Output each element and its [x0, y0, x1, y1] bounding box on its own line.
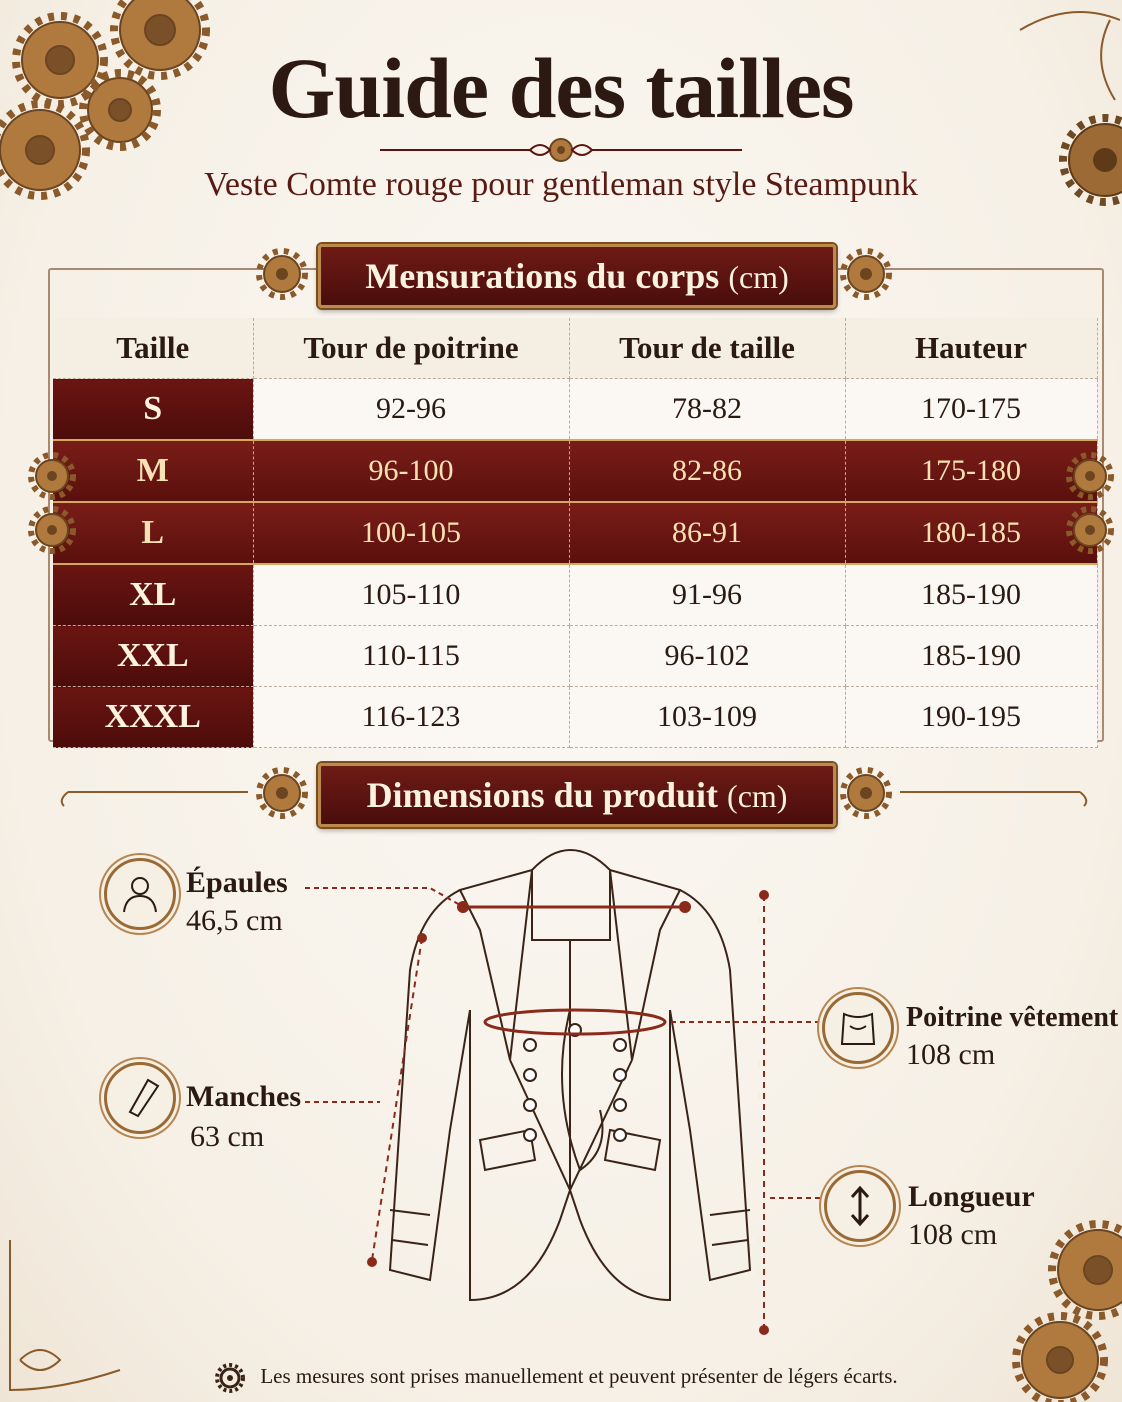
section-title-product: Dimensions du produit — [366, 775, 719, 815]
table-row-highlighted — [53, 440, 1097, 502]
waist-cell: 91-96 — [569, 564, 845, 626]
chest-cell: 92-96 — [253, 379, 569, 441]
page-subtitle: Veste Comte rouge pour gentleman style Steampunk — [204, 166, 918, 203]
table-row — [53, 626, 1097, 687]
size-cell: XL — [53, 564, 253, 626]
vertical-arrow-icon — [838, 1184, 882, 1228]
height-cell: 185-190 — [845, 564, 1097, 626]
sleeves-label: Manches — [186, 1080, 301, 1113]
table-row — [53, 564, 1097, 626]
waist-cell: 103-109 — [569, 687, 845, 748]
height-cell: 185-190 — [845, 626, 1097, 687]
chest-cell: 105-110 — [253, 564, 569, 626]
table-header-row — [53, 318, 1097, 379]
person-icon — [118, 872, 162, 916]
height-cell: 180-185 — [845, 502, 1097, 564]
shoulders-label: Épaules — [186, 866, 288, 899]
waist-cell: 78-82 — [569, 379, 845, 441]
chest-cell: 116-123 — [253, 687, 569, 748]
sleeves-callout-icon — [104, 1062, 176, 1134]
waist-cell: 82-86 — [569, 440, 845, 502]
header-chest: Tour de poitrine — [253, 318, 569, 379]
chest-value: 108 cm — [906, 1038, 996, 1071]
section-title-body: Mensurations du corps — [365, 256, 720, 296]
footnote — [0, 1364, 1122, 1389]
footnote-text: Les mesures sont prises manuellement et peuvent présenter de légers écarts. — [260, 1364, 898, 1388]
section-banner-product — [318, 763, 836, 827]
chest-cell: 96-100 — [253, 440, 569, 502]
sleeves-value: 63 cm — [190, 1120, 265, 1153]
size-cell: XXL — [53, 626, 253, 687]
shoulders-value: 46,5 cm — [186, 904, 283, 937]
size-table — [53, 318, 1098, 748]
chest-callout-icon — [822, 992, 894, 1064]
chest-cell: 100-105 — [253, 502, 569, 564]
size-cell: XXXL — [53, 687, 253, 748]
height-cell: 175-180 — [845, 440, 1097, 502]
row-gears-left — [22, 446, 82, 560]
header-height: Hauteur — [845, 318, 1097, 379]
torso-icon — [836, 1006, 880, 1050]
table-row — [53, 379, 1097, 441]
size-cell: M — [53, 440, 253, 502]
section-unit-body: (cm) — [728, 259, 789, 295]
arm-icon — [118, 1076, 162, 1120]
table-row — [53, 687, 1097, 748]
header-size: Taille — [53, 318, 253, 379]
waist-cell: 86-91 — [569, 502, 845, 564]
gear-icon — [252, 767, 312, 819]
section-unit-product: (cm) — [727, 778, 788, 814]
size-cell: L — [53, 502, 253, 564]
header-waist: Tour de taille — [569, 318, 845, 379]
gear-icon — [836, 767, 896, 819]
table-row-highlighted — [53, 502, 1097, 564]
callout-leader-lines — [300, 880, 820, 1210]
chest-cell: 110-115 — [253, 626, 569, 687]
row-gears-right — [1062, 446, 1122, 560]
waist-cell: 96-102 — [569, 626, 845, 687]
page-title: Guide des tailles — [268, 40, 854, 136]
title-divider-ornament — [380, 137, 742, 163]
length-callout-icon — [824, 1170, 896, 1242]
length-value: 108 cm — [908, 1218, 998, 1251]
size-cell: S — [53, 379, 253, 441]
gear-icon — [252, 248, 312, 300]
section-banner-body — [318, 244, 836, 308]
gear-icon — [836, 248, 896, 300]
height-cell: 190-195 — [845, 687, 1097, 748]
height-cell: 170-175 — [845, 379, 1097, 441]
length-label: Longueur — [908, 1180, 1035, 1213]
shoulders-callout-icon — [104, 858, 176, 930]
chest-label: Poitrine vêtement — [906, 1002, 1119, 1033]
